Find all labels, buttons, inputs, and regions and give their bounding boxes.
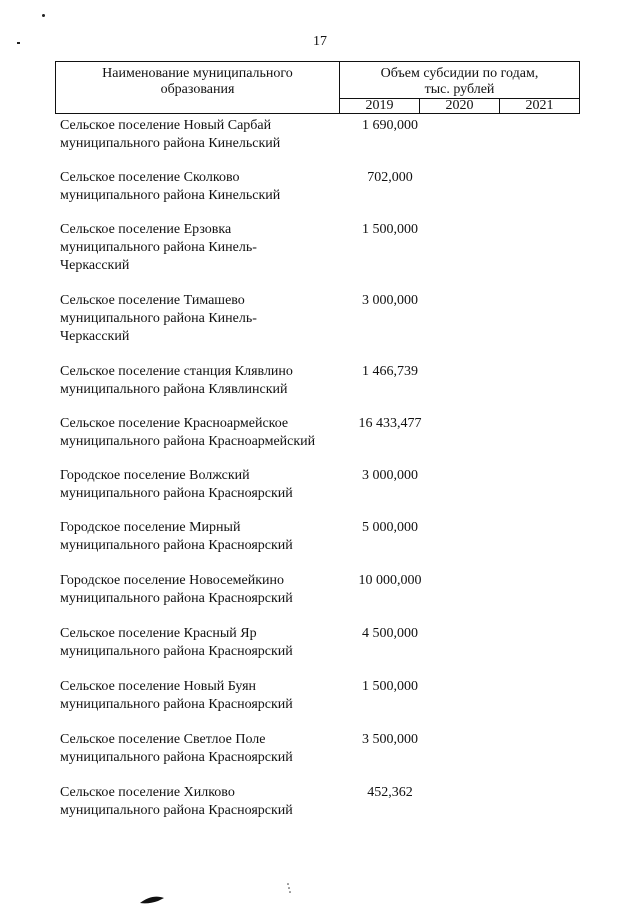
scan-specks <box>286 882 292 894</box>
header-volume-text: Объем субсидии по годам, тыс. рублей <box>380 66 539 97</box>
scan-speck <box>42 14 45 17</box>
row-name: Городское поселение Волжский муниципального района Красноярский <box>60 468 293 501</box>
table-row <box>60 731 580 784</box>
row-name: Сельское поселение Новый Буян муниципального района Красноярский <box>60 679 293 712</box>
header-year-2021: 2021 <box>525 98 554 113</box>
row-value-2019: 1 466,739 <box>362 364 418 379</box>
table-header <box>55 61 580 114</box>
row-value-2019: 1 500,000 <box>362 222 418 237</box>
header-name-column <box>56 62 340 113</box>
row-name: Городское поселение Новосемейкино муниципального района Красноярский <box>60 573 293 606</box>
table-row <box>60 572 580 625</box>
row-value-2019: 452,362 <box>367 785 413 800</box>
page-number: 17 <box>313 34 327 49</box>
table-row <box>60 784 580 824</box>
table-body <box>60 117 580 824</box>
row-name: Городское поселение Мирный муниципального района Красноярский <box>60 520 293 553</box>
row-value-2019: 4 500,000 <box>362 626 418 641</box>
row-name: Сельское поселение Тимашево муниципального района Кинель- Черкасский <box>60 293 257 344</box>
table-row <box>60 221 580 292</box>
table-row <box>60 625 580 678</box>
table-row <box>60 678 580 731</box>
row-value-2019: 1 690,000 <box>362 118 418 133</box>
row-name: Сельское поселение Красный Яр муниципального района Красноярский <box>60 626 293 659</box>
header-year-2019: 2019 <box>340 99 420 113</box>
row-name: Сельское поселение станция Клявлино муниципального района Клявлинский <box>60 364 293 397</box>
row-name: Сельское поселение Светлое Поле муниципального района Красноярский <box>60 732 293 765</box>
row-value-2019: 3 000,000 <box>362 293 418 308</box>
row-value-2019: 3 000,000 <box>362 468 418 483</box>
row-value-2019: 3 500,000 <box>362 732 418 747</box>
row-name: Сельское поселение Сколково муниципального района Кинельский <box>60 170 281 203</box>
header-year-2020: 2020 <box>420 99 500 113</box>
header-name-text: Наименование муниципального образования <box>102 66 293 97</box>
table-row <box>60 292 580 363</box>
row-name: Сельское поселение Красноармейское муниципального района Красноармейский <box>60 416 316 449</box>
table-row <box>60 169 580 221</box>
header-years <box>340 99 579 113</box>
table-row <box>60 415 580 467</box>
row-name: Сельское поселение Ерзовка муниципального района Кинель- Черкасский <box>60 222 257 273</box>
signature-stroke <box>138 891 178 905</box>
table-row <box>60 363 580 415</box>
row-value-2019: 16 433,477 <box>358 416 422 431</box>
row-value-2019: 5 000,000 <box>362 520 418 535</box>
row-name: Сельское поселение Новый Сарбай муниципального района Кинельский <box>60 118 281 151</box>
table-row <box>60 467 580 519</box>
table-row <box>60 117 580 169</box>
row-name: Сельское поселение Хилково муниципального района Красноярский <box>60 785 293 818</box>
row-value-2019: 702,000 <box>367 170 413 185</box>
row-value-2019: 1 500,000 <box>362 679 418 694</box>
header-volume-column <box>340 62 579 99</box>
table-row <box>60 519 580 572</box>
row-value-2019: 10 000,000 <box>358 573 422 588</box>
